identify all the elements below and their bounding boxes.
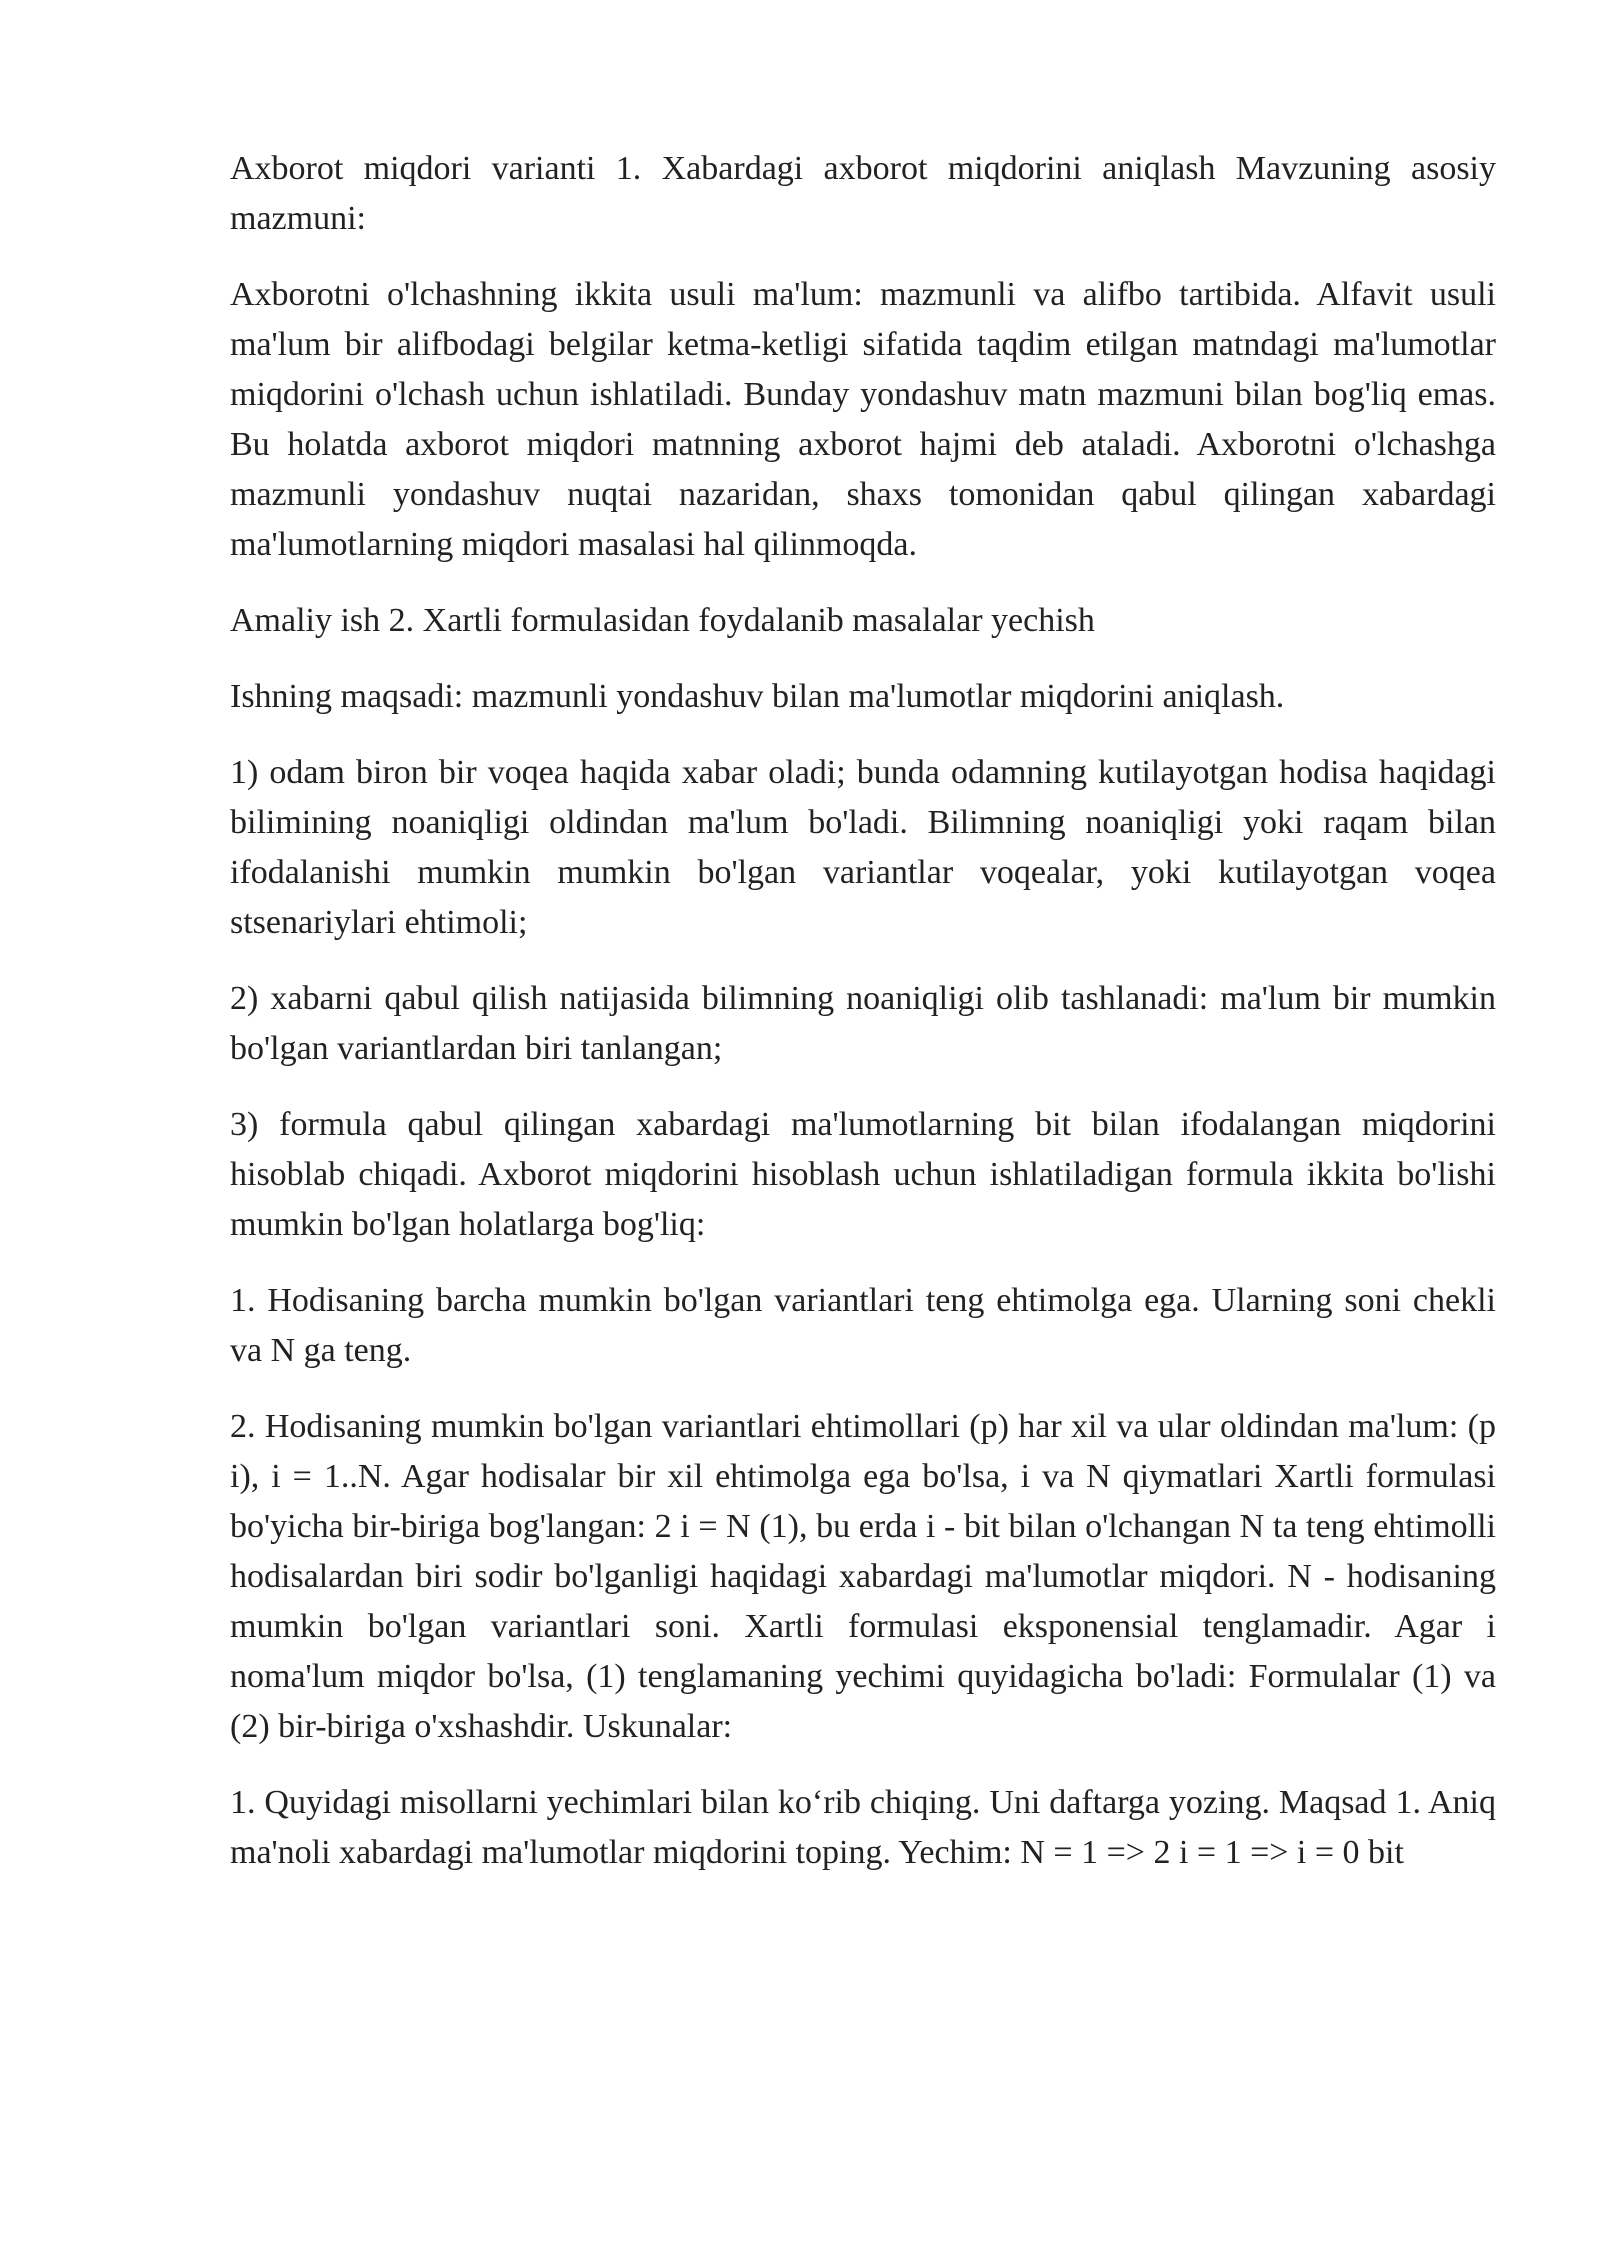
paragraph-point-3: 3) formula qabul qilingan xabardagi ma'lumotlarning bit bilan ifodalangan miqdorini hisoblab chiqadi. Axborot miqdorini hisoblash uchun ishlatiladigan formula ikkita bo'lishi mumkin bo'lgan holatlarga bog'liq: bbox=[230, 1106, 1496, 1243]
document-page bbox=[230, 144, 1496, 1904]
paragraph-point-1: 1) odam biron bir voqea haqida xabar oladi; bunda odamning kutilayotgan hodisa haqidagi bilimining noaniqligi oldindan ma'lum bo'ladi. Bilimning noaniqligi yoki raqam bilan ifodalanishi mumkin mumkin bo'lgan variantlar voqealar, yoki kutilayotgan voqea stsenariylari ehtimoli; bbox=[230, 754, 1496, 941]
paragraph-goal: Ishning maqsadi: mazmunli yondashuv bilan ma'lumotlar miqdorini aniqlash. bbox=[230, 678, 1285, 715]
paragraph-intro: Axborotni o'lchashning ikkita usuli ma'lum: mazmunli va alifbo tartibida. Alfavit usuli ma'lum bir alifbodagi belgilar ketma-ketligi sifatida taqdim etilgan matndagi ma'lumotlar miqdorini o'lchash uchun ishlatiladi. Bunday yondashuv matn mazmuni bilan bog'liq emas. Bu holatda axborot miqdori matnning axborot hajmi deb ataladi. Axborotni o'lchashga mazmunli yondashuv nuqtai nazaridan, shaxs tomonidan qabul qilingan xabardagi ma'lumotlarning miqdori masalasi hal qilinmoqda. bbox=[230, 276, 1496, 563]
paragraph-case-2: 2. Hodisaning mumkin bo'lgan variantlari ehtimollari (p) har xil va ular oldindan ma'lum: (p i), i = 1..N. Agar hodisalar bir xil ehtimolga ega bo'lsa, i va N qiymatlari Xartli formulasi bo'yicha bir-biriga bog'langan: 2 i = N (1), bu erda i - bit bilan o'lchangan N ta teng ehtimolli hodisalardan biri sodir bo'lganligi haqidagi xabardagi ma'lumotlar miqdori. N - hodisaning mumkin bo'lgan variantlari soni. Xartli formulasi eksponensial tenglamadir. Agar i noma'lum miqdor bo'lsa, (1) tenglamaning yechimi quyidagicha bo'ladi: Formulalar (1) va (2) bir-biriga o'xshashdir. Uskunalar: bbox=[230, 1408, 1496, 1745]
paragraph-exercise: 1. Quyidagi misollarni yechimlari bilan ko‘rib chiqing. Uni daftarga yozing. Maqsad 1. Aniq ma'noli xabardagi ma'lumotlar miqdorini toping. Yechim: N = 1 => 2 i = 1 => i = 0 bit bbox=[230, 1784, 1496, 1871]
paragraph-case-1: 1. Hodisaning barcha mumkin bo'lgan variantlari teng ehtimolga ega. Ularning soni chekli va N ga teng. bbox=[230, 1282, 1496, 1369]
paragraph-title: Axborot miqdori varianti 1. Xabardagi axborot miqdorini aniqlash Mavzuning asosiy mazmuni: bbox=[230, 150, 1496, 237]
paragraph-practical-work: Amaliy ish 2. Xartli formulasidan foydalanib masalalar yechish bbox=[230, 602, 1095, 639]
paragraph-point-2: 2) xabarni qabul qilish natijasida bilimning noaniqligi olib tashlanadi: ma'lum bir mumkin bo'lgan variantlardan biri tanlangan; bbox=[230, 980, 1496, 1067]
